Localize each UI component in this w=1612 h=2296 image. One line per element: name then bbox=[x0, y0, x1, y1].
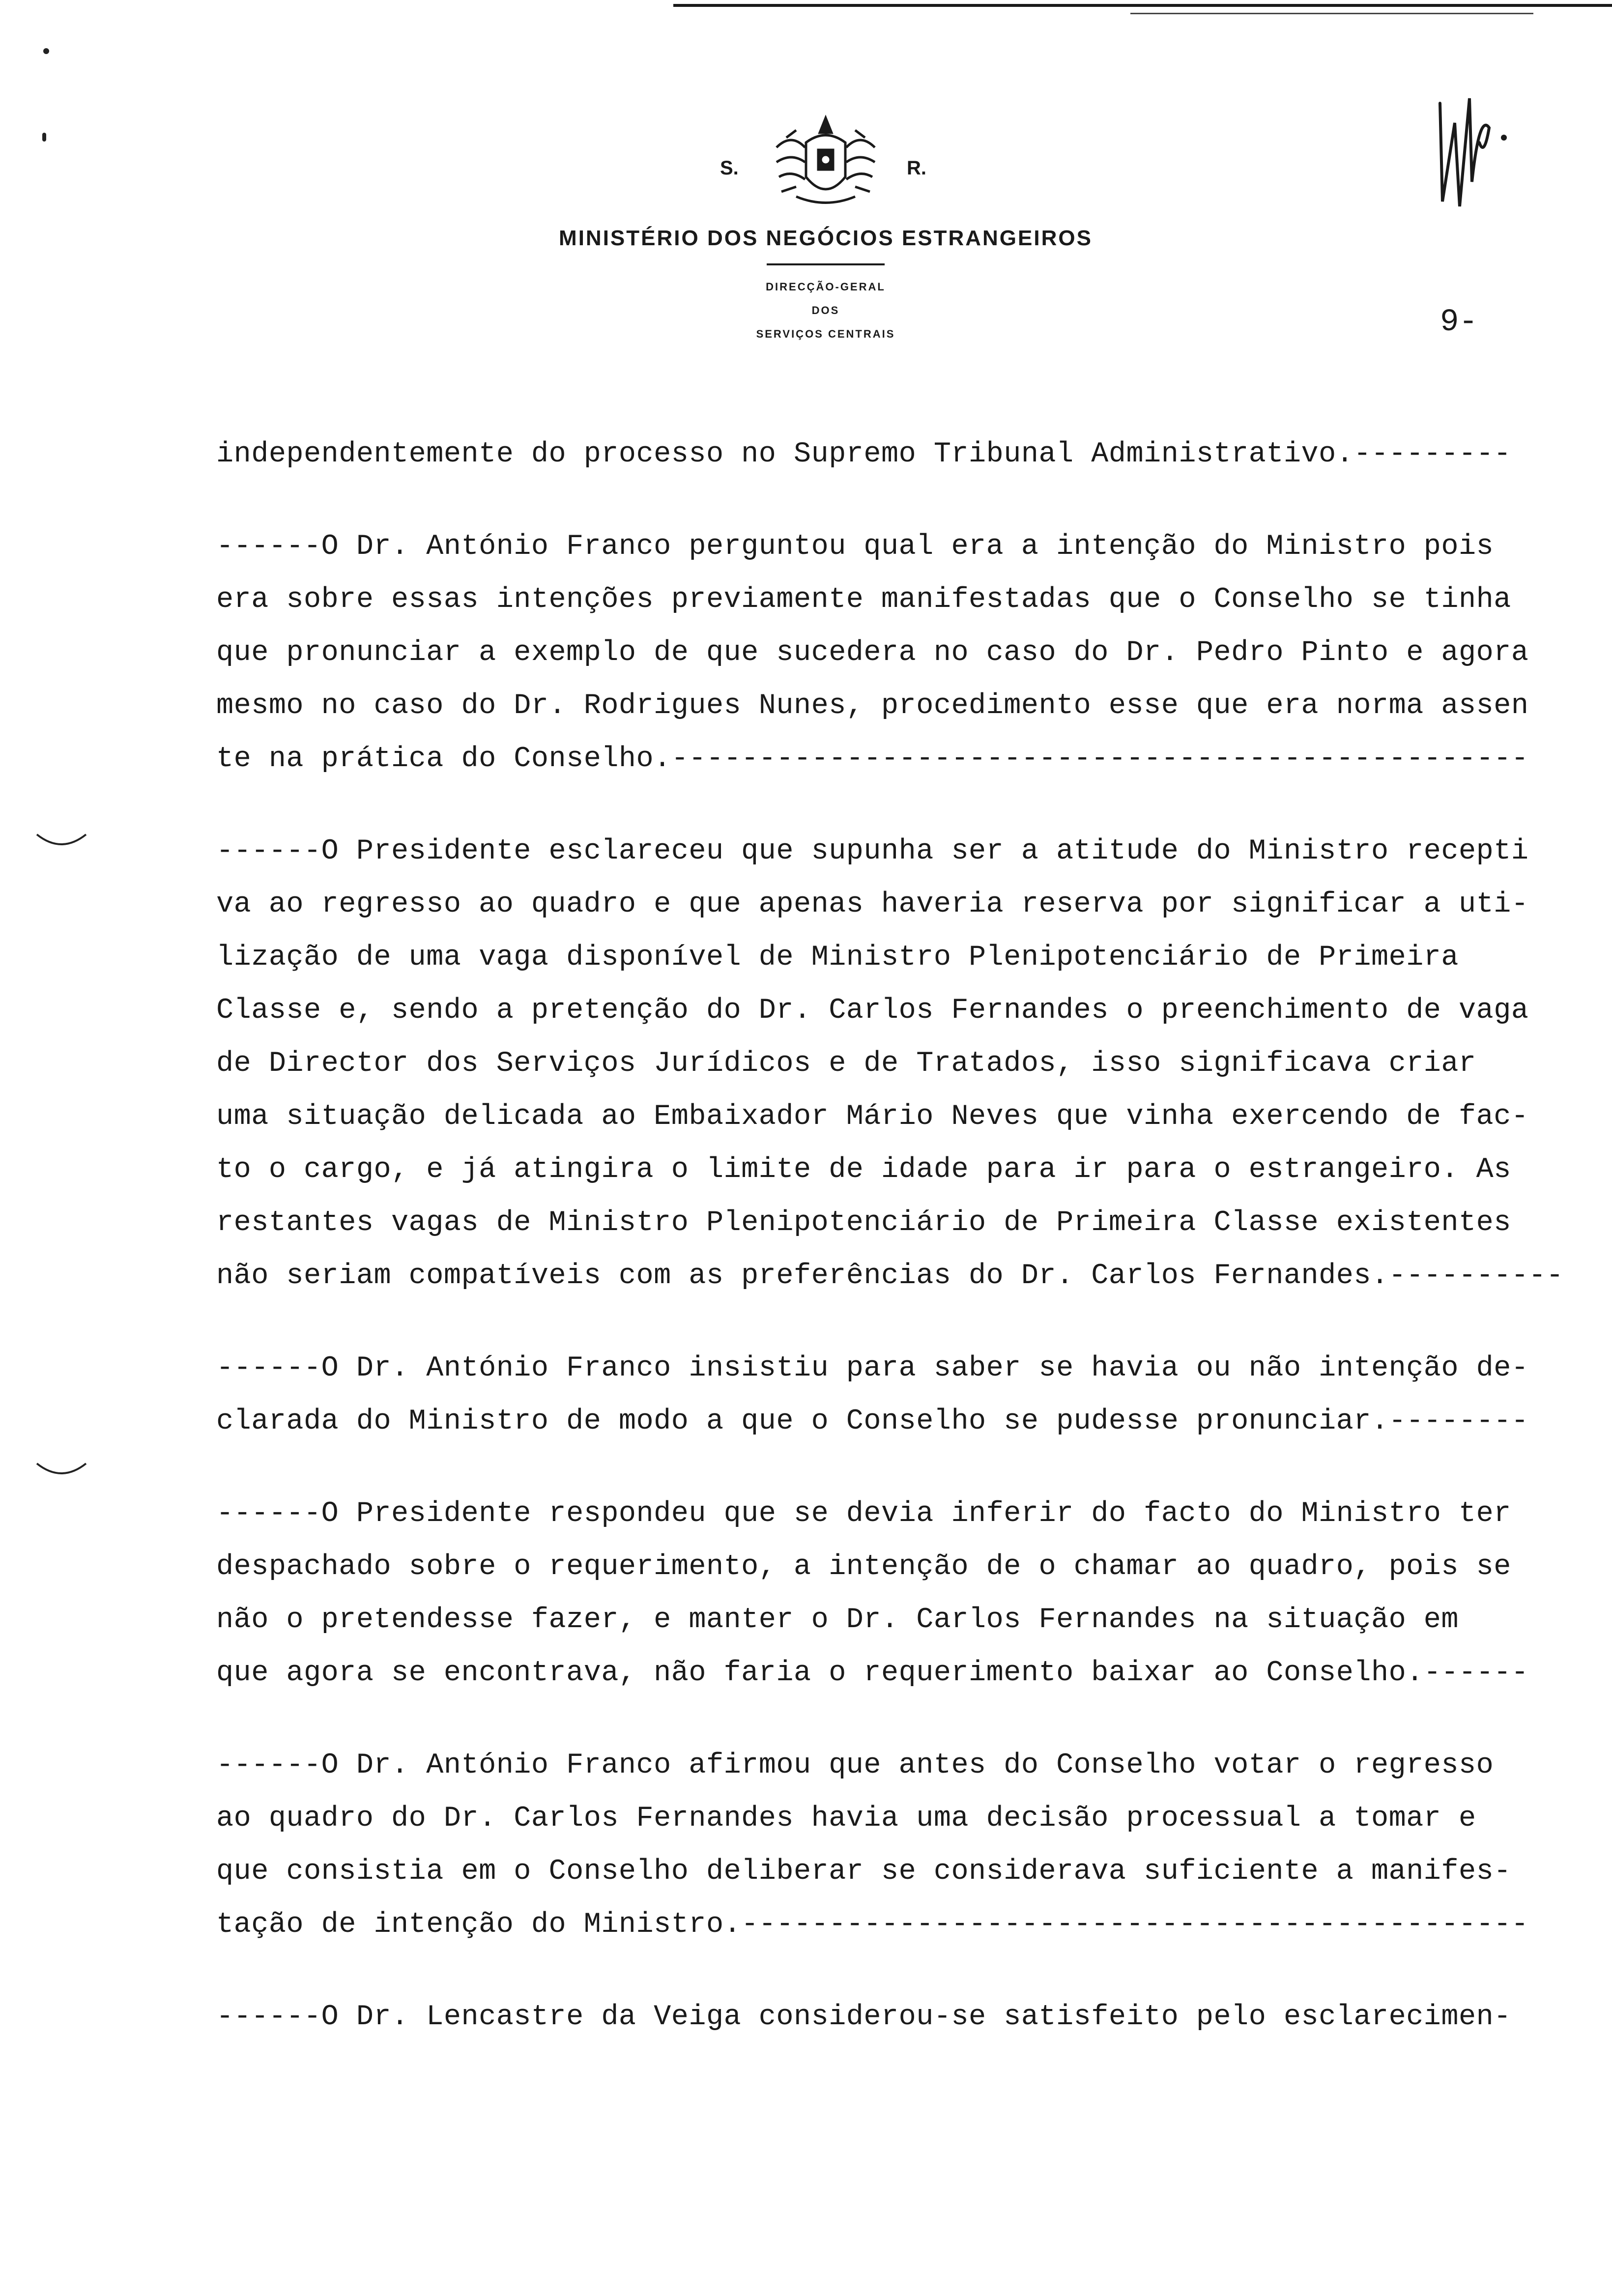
text-line: te na prática do Conselho.------------------------------------------------- bbox=[216, 742, 1529, 775]
text-line: uma situação delicada ao Embaixador Mário Neves que vinha exercendo de fac- bbox=[216, 1100, 1529, 1133]
text-line: ------O Presidente esclareceu que supunha ser a atitude do Ministro recepti bbox=[216, 834, 1529, 867]
text-line: tação de intenção do Ministro.--------------------------------------------- bbox=[216, 1908, 1529, 1941]
handwritten-initials bbox=[1430, 84, 1514, 221]
seal-left-letter: S. bbox=[720, 157, 739, 179]
text-line: despachado sobre o requerimento, a intenção de o chamar ao quadro, pois se bbox=[216, 1550, 1511, 1583]
top-edge-rule bbox=[673, 4, 1612, 7]
department-line: SERVIÇOS CENTRAIS bbox=[756, 328, 895, 340]
text-line: que consistia em o Conselho deliberar se considerava suficiente a manifes- bbox=[216, 1855, 1511, 1888]
text-line: Classe e, sendo a pretenção do Dr. Carlos Fernandes o preenchimento de vaga bbox=[216, 994, 1529, 1027]
punch-hole-mark bbox=[34, 1460, 88, 1479]
department-line: DOS bbox=[811, 304, 840, 316]
text-line: ------O Dr. António Franco perguntou qual era a intenção do Ministro pois bbox=[216, 530, 1494, 563]
text-line: ------O Dr. Lencastre da Veiga considerou-se satisfeito pelo esclarecimen- bbox=[216, 2000, 1511, 2033]
text-line: to o cargo, e já atingira o limite de idade para ir para o estrangeiro. As bbox=[216, 1153, 1511, 1186]
text-line: que pronunciar a exemplo de que sucedera no caso do Dr. Pedro Pinto e agora bbox=[216, 636, 1529, 669]
margin-mark bbox=[43, 48, 49, 54]
ministry-title: MINISTÉRIO DOS NEGÓCIOS ESTRANGEIROS bbox=[559, 226, 1093, 250]
letterhead bbox=[521, 113, 1130, 346]
text-line: mesmo no caso do Dr. Rodrigues Nunes, procedimento esse que era norma assen bbox=[216, 689, 1529, 722]
text-line: ------O Dr. António Franco afirmou que antes do Conselho votar o regresso bbox=[216, 1749, 1494, 1781]
text-line: que agora se encontrava, não faria o requerimento baixar ao Conselho.------ bbox=[216, 1656, 1529, 1689]
text-line: não o pretendesse fazer, e manter o Dr. Carlos Fernandes na situação em bbox=[216, 1603, 1459, 1636]
text-line: restantes vagas de Ministro Plenipotenciário de Primeira Classe existentes bbox=[216, 1206, 1511, 1239]
punch-hole-mark bbox=[34, 831, 88, 850]
text-line: ------O Dr. António Franco insistiu para saber se havia ou não intenção de- bbox=[216, 1351, 1529, 1384]
text-line: de Director dos Serviços Jurídicos e de Tratados, isso significava criar bbox=[216, 1047, 1476, 1080]
text-line: não seriam compatíveis com as preferências do Dr. Carlos Fernandes.---------- bbox=[216, 1259, 1564, 1292]
page-number: 9- bbox=[1440, 305, 1478, 340]
text-line: era sobre essas intenções previamente manifestadas que o Conselho se tinha bbox=[216, 583, 1511, 616]
document-body bbox=[216, 428, 1564, 2043]
text-line: va ao regresso ao quadro e que apenas haveria reserva por significar a uti- bbox=[216, 888, 1529, 920]
seal-right-letter: R. bbox=[907, 157, 926, 179]
text-line: independentemente do processo no Supremo Tribunal Administrativo.--------- bbox=[216, 437, 1511, 470]
coat-of-arms-seal bbox=[767, 113, 885, 211]
seal-row bbox=[521, 113, 1130, 211]
department-line: DIRECÇÃO-GERAL bbox=[766, 281, 886, 293]
text-line: lização de uma vaga disponível de Ministro Plenipotenciário de Primeira bbox=[216, 941, 1459, 974]
top-edge-rule-secondary bbox=[1130, 13, 1533, 14]
text-line: ao quadro do Dr. Carlos Fernandes havia uma decisão processual a tomar e bbox=[216, 1802, 1476, 1835]
margin-mark bbox=[42, 133, 46, 142]
text-line: ------O Presidente respondeu que se devia inferir do facto do Ministro ter bbox=[216, 1497, 1511, 1530]
ministry-underline bbox=[767, 263, 885, 265]
text-line: clarada do Ministro de modo a que o Conselho se pudesse pronunciar.-------- bbox=[216, 1405, 1529, 1437]
